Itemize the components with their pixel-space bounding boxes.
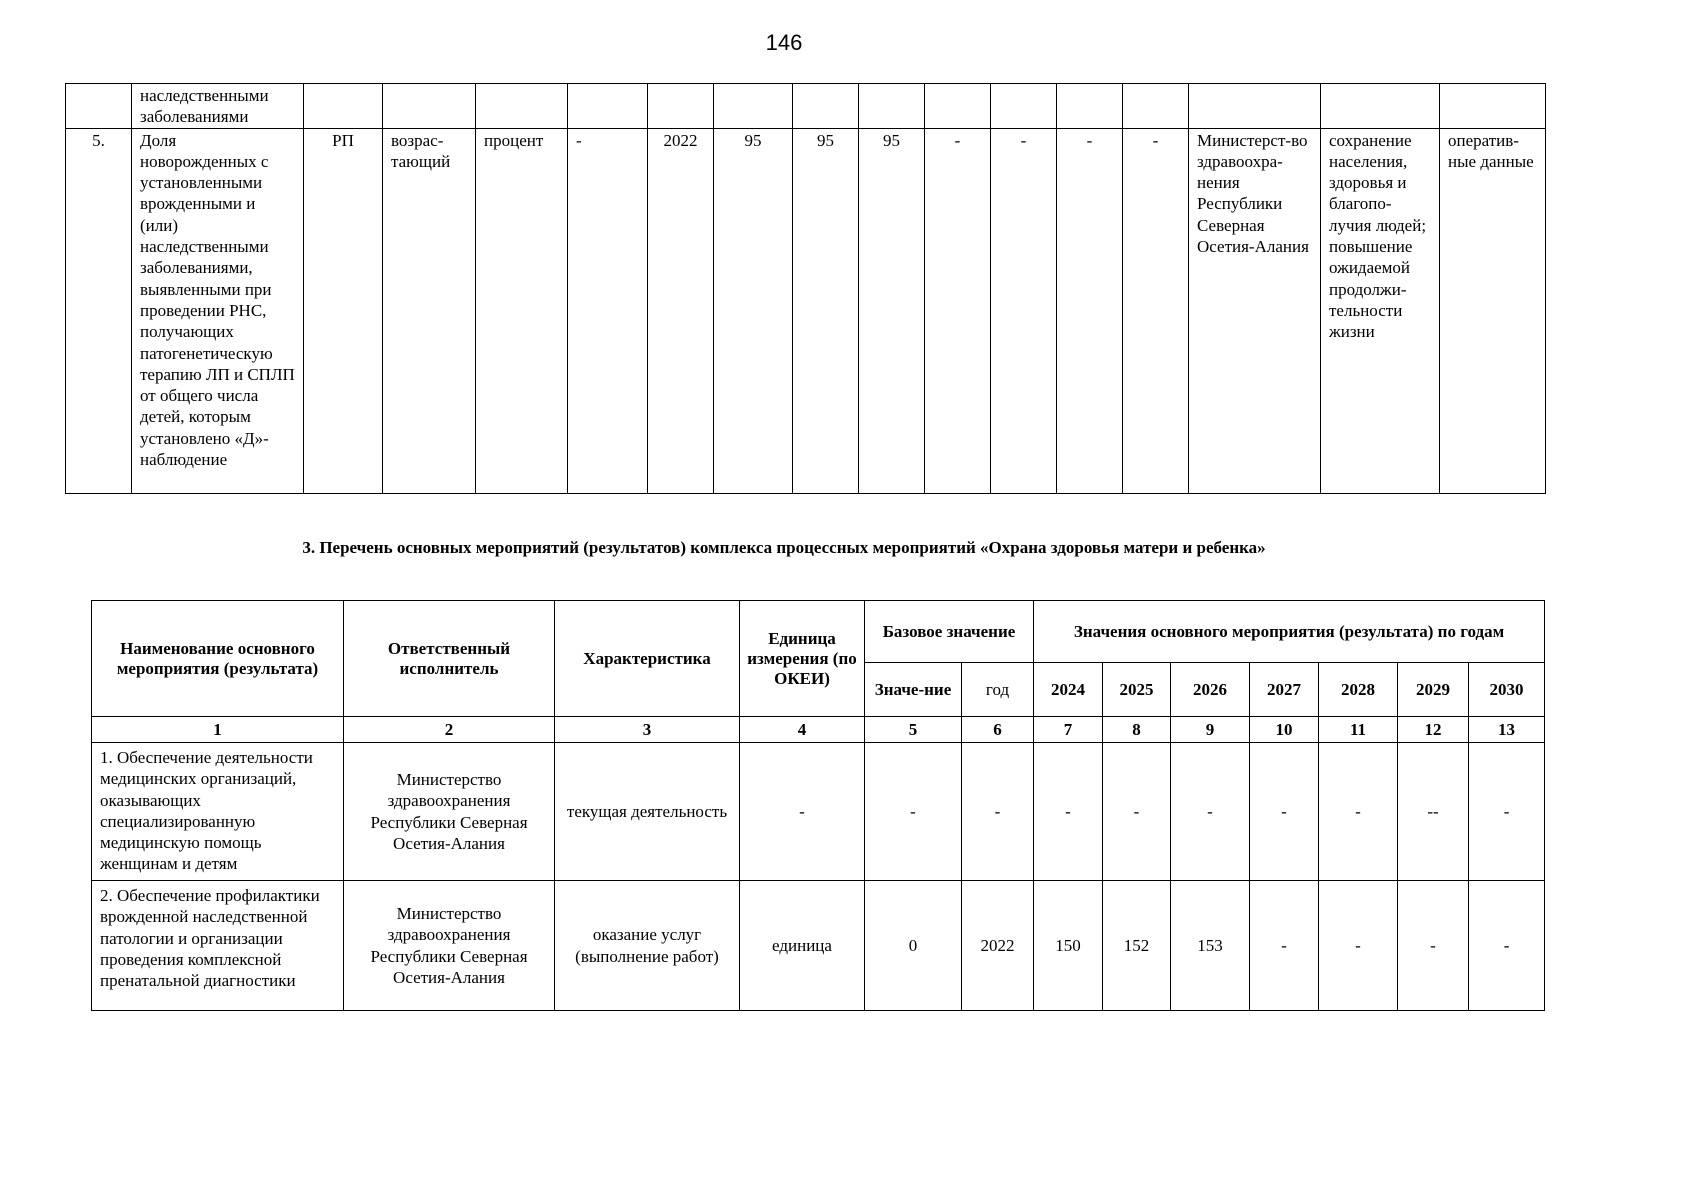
table-row bbox=[92, 743, 1545, 881]
value-cell: 150 bbox=[1034, 881, 1103, 1011]
header-characteristic: Характеристика bbox=[555, 601, 740, 717]
unit-cell: процент bbox=[476, 128, 568, 493]
header-unit: Единица измерения (по ОКЕИ) bbox=[740, 601, 865, 717]
column-number-row bbox=[92, 717, 1545, 743]
column-number: 7 bbox=[1034, 717, 1103, 743]
value-cell: - bbox=[1123, 128, 1189, 493]
value-cell: 153 bbox=[1171, 881, 1250, 1011]
base-year-cell: - bbox=[962, 743, 1034, 881]
measure-name-cell: 2. Обеспечение профилактики врожденной наследственной патологии и организации проведения комплексной пренатальной диагностики bbox=[92, 881, 344, 1011]
base-value-cell: - bbox=[865, 743, 962, 881]
column-number: 5 bbox=[865, 717, 962, 743]
value-cell: - bbox=[1319, 881, 1398, 1011]
value-cell: - bbox=[925, 128, 991, 493]
value-cell: - bbox=[1057, 128, 1123, 493]
value-cell: - bbox=[1398, 881, 1469, 1011]
section-heading: 3. Перечень основных мероприятий (результатов) комплекса процессных мероприятий «Охрана здоровья матери и ребенка» bbox=[302, 538, 1266, 557]
value-cell: - bbox=[1034, 743, 1103, 881]
header-base-value: Значе-ние bbox=[865, 663, 962, 717]
header-responsible: Ответственный исполнитель bbox=[344, 601, 555, 717]
header-row bbox=[92, 601, 1545, 663]
value-cell: - bbox=[1469, 881, 1545, 1011]
value-cell: 152 bbox=[1103, 881, 1171, 1011]
column-number: 9 bbox=[1171, 717, 1250, 743]
base-year-cell: 2022 bbox=[648, 128, 714, 493]
indicators-table bbox=[65, 83, 1546, 494]
column-number: 13 bbox=[1469, 717, 1545, 743]
row-number-cell: 5. bbox=[66, 128, 132, 493]
column-number: 8 bbox=[1103, 717, 1171, 743]
responsible-cell: Министерство здравоохранения Республики Северная Осетия-Алания bbox=[344, 743, 555, 881]
table-row bbox=[66, 84, 1546, 129]
measures-table bbox=[91, 600, 1545, 1011]
column-number: 4 bbox=[740, 717, 865, 743]
column-number: 1 bbox=[92, 717, 344, 743]
value-cell: - bbox=[1103, 743, 1171, 881]
unit-cell: - bbox=[740, 743, 865, 881]
header-year: 2029 bbox=[1398, 663, 1469, 717]
value-cell: 95 bbox=[714, 128, 793, 493]
indicator-name-cell: Доля новорожденных с установленными врожденными и (или) наследственными заболеваниями, выявленными при проведении РНС, получающих патогенетическую терапию ЛП и СПЛП от общего числа детей, которым установлено «Д»-наблюдение bbox=[132, 128, 304, 493]
header-year: 2026 bbox=[1171, 663, 1250, 717]
value-cell: - bbox=[1469, 743, 1545, 881]
value-cell: - bbox=[991, 128, 1057, 493]
measure-name-cell: 1. Обеспечение деятельности медицинских организаций, оказывающих специализированную медицинскую помощь женщинам и детям bbox=[92, 743, 344, 881]
level-cell: РП bbox=[304, 128, 383, 493]
column-number: 3 bbox=[555, 717, 740, 743]
column-number: 2 bbox=[344, 717, 555, 743]
header-base-year: год bbox=[962, 663, 1034, 717]
header-values-by-year: Значения основного мероприятия (результата) по годам bbox=[1034, 601, 1545, 663]
header-year: 2030 bbox=[1469, 663, 1545, 717]
trend-cell: возрас-тающий bbox=[383, 128, 476, 493]
base-value-cell: 0 bbox=[865, 881, 962, 1011]
indicator-name-cell: наследственными заболеваниями bbox=[132, 84, 304, 129]
header-base: Базовое значение bbox=[865, 601, 1034, 663]
characteristic-cell: текущая деятельность bbox=[555, 743, 740, 881]
table-row bbox=[92, 881, 1545, 1011]
header-year: 2027 bbox=[1250, 663, 1319, 717]
responsible-cell: Министерство здравоохранения Республики Северная Осетия-Алания bbox=[344, 881, 555, 1011]
value-cell: - bbox=[1250, 743, 1319, 881]
column-number: 6 bbox=[962, 717, 1034, 743]
unit-cell: единица bbox=[740, 881, 865, 1011]
column-number: 10 bbox=[1250, 717, 1319, 743]
goal-cell: сохранение населения, здоровья и благопо-лучия людей; повышение ожидаемой продолжи-тельности жизни bbox=[1321, 128, 1440, 493]
value-cell: - bbox=[1171, 743, 1250, 881]
responsible-cell: Министерст-во здравоохра-нения Республики Северная Осетия-Алания bbox=[1189, 128, 1321, 493]
header-year: 2025 bbox=[1103, 663, 1171, 717]
value-cell: 95 bbox=[793, 128, 859, 493]
value-cell: - bbox=[1250, 881, 1319, 1011]
page-number: 146 bbox=[765, 30, 803, 55]
value-cell: -- bbox=[1398, 743, 1469, 881]
value-cell: - bbox=[1319, 743, 1398, 881]
header-year: 2024 bbox=[1034, 663, 1103, 717]
source-cell: оператив-ные данные bbox=[1440, 128, 1546, 493]
header-year: 2028 bbox=[1319, 663, 1398, 717]
base-value-cell: - bbox=[568, 128, 648, 493]
characteristic-cell: оказание услуг (выполнение работ) bbox=[555, 881, 740, 1011]
header-name: Наименование основного мероприятия (результата) bbox=[92, 601, 344, 717]
base-year-cell: 2022 bbox=[962, 881, 1034, 1011]
column-number: 11 bbox=[1319, 717, 1398, 743]
table-row bbox=[66, 128, 1546, 493]
value-cell: 95 bbox=[859, 128, 925, 493]
column-number: 12 bbox=[1398, 717, 1469, 743]
